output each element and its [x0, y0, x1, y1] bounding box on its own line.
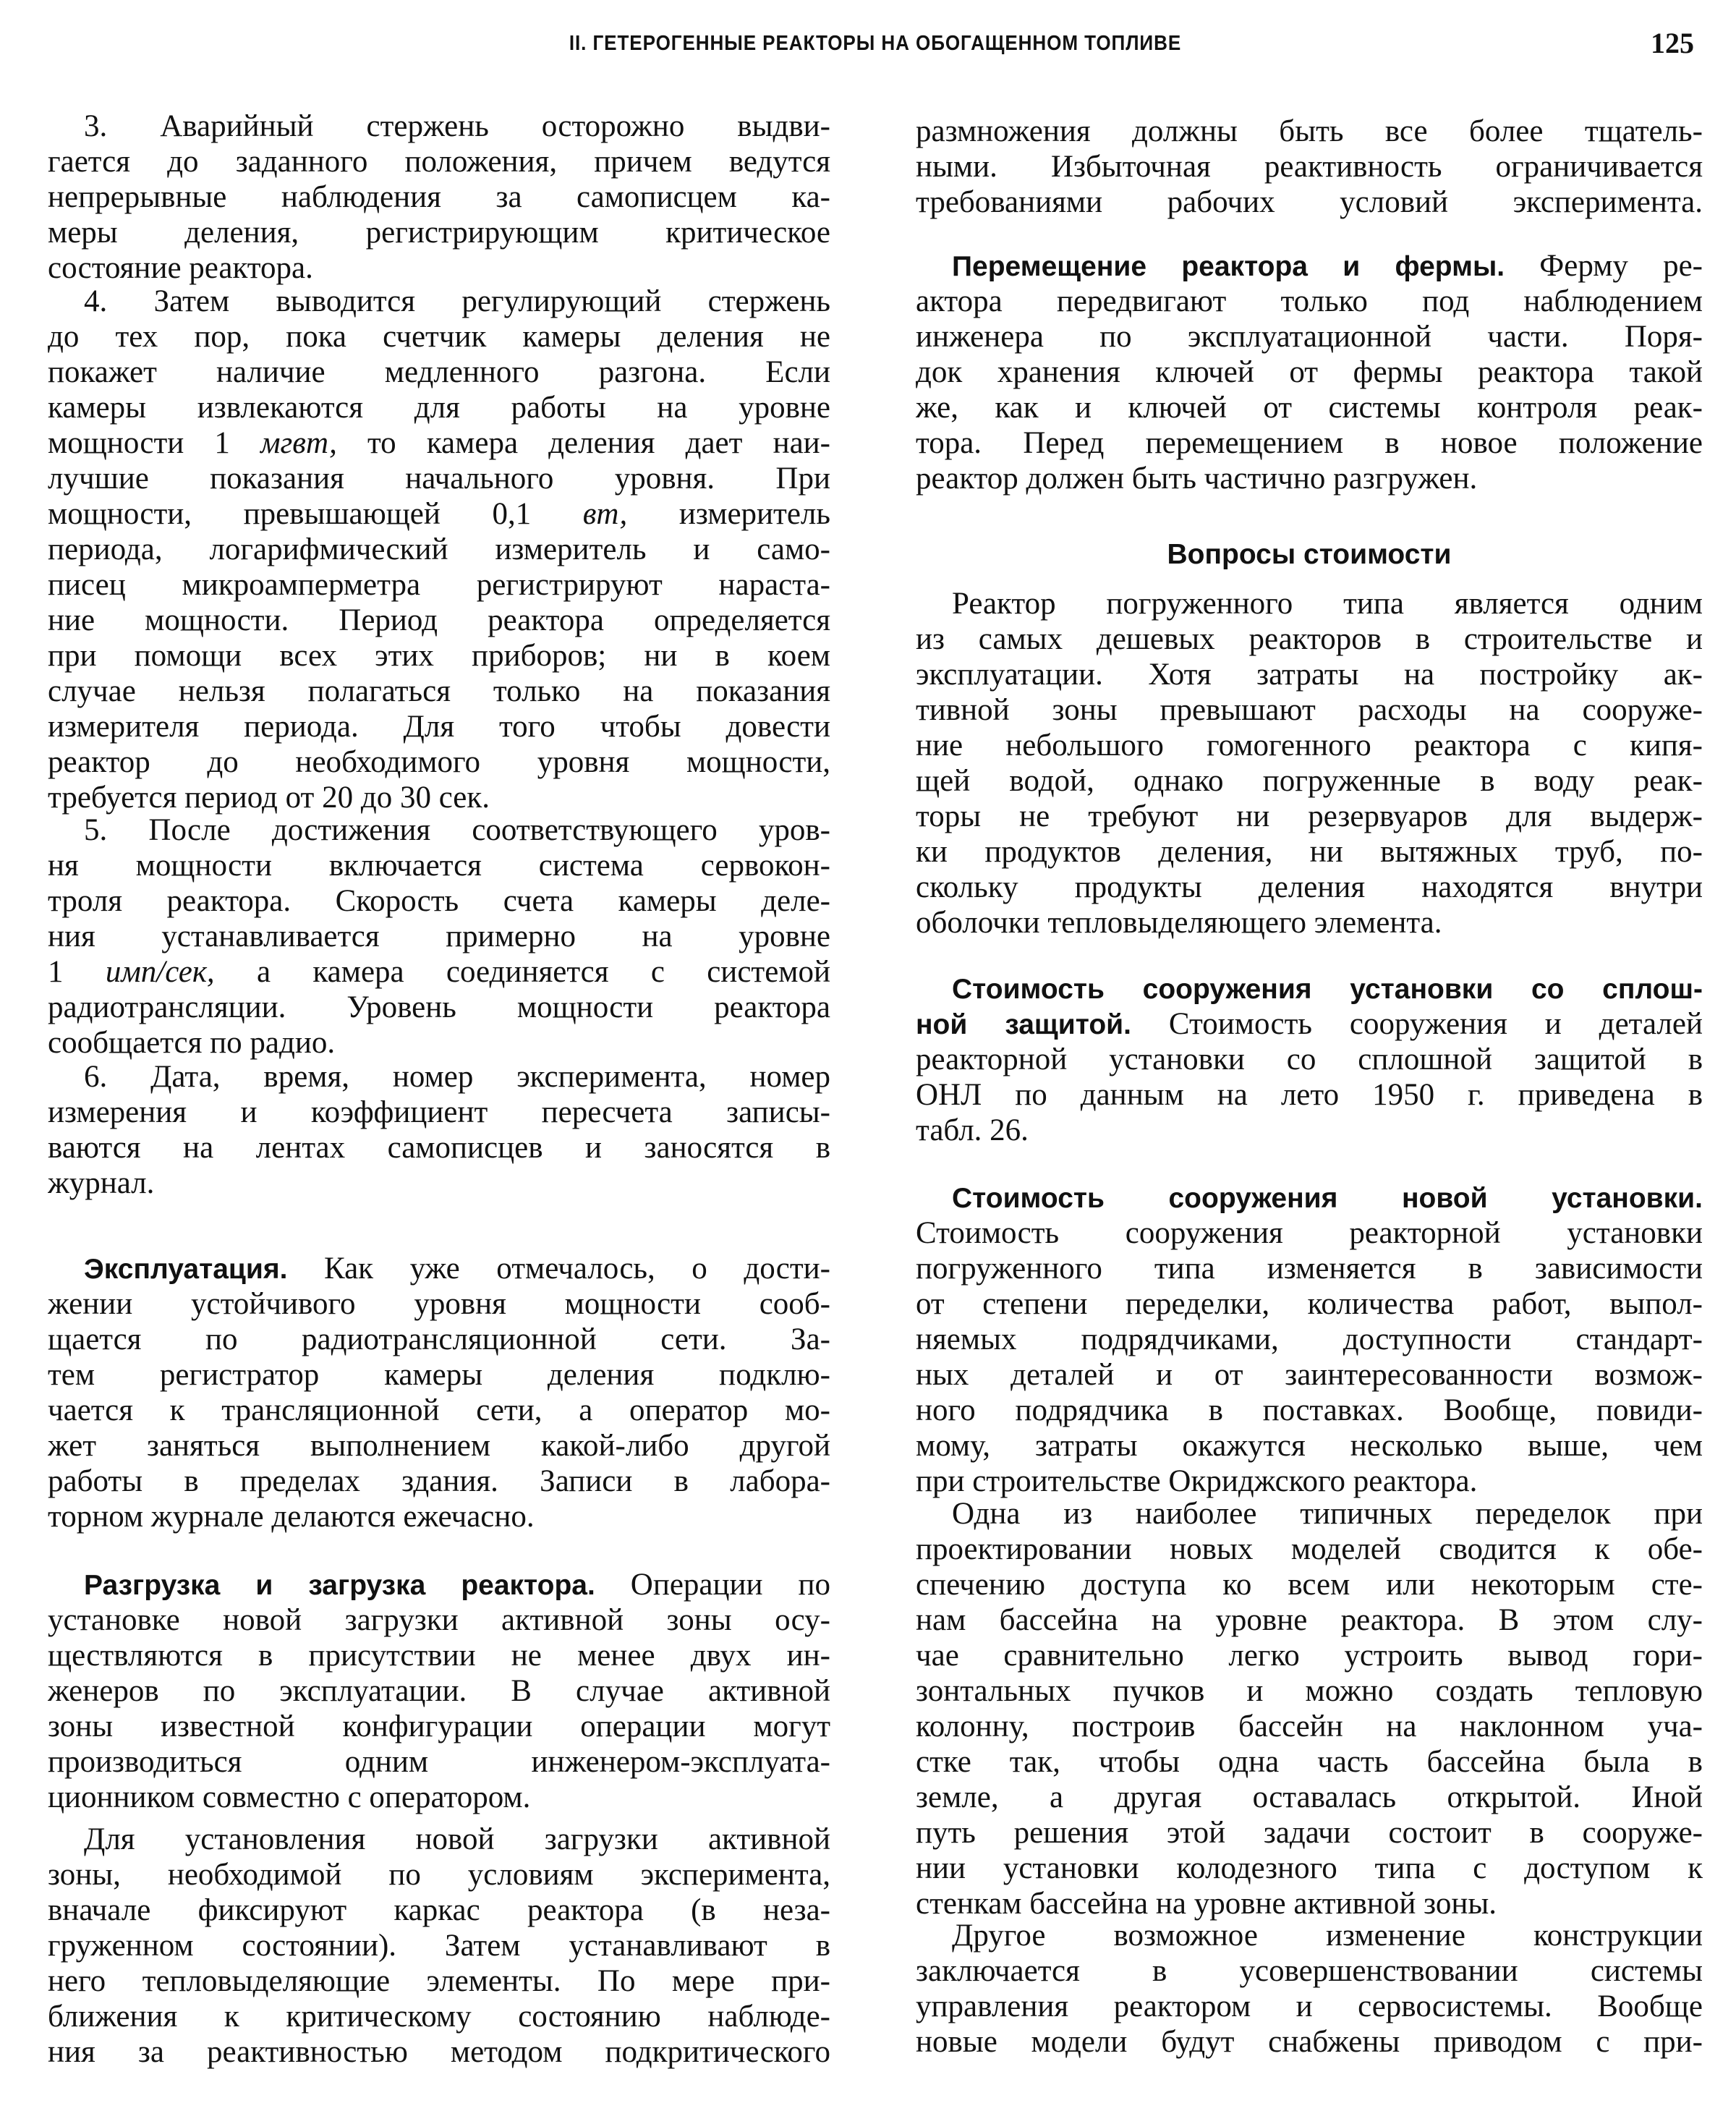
- text-run: мощности 1: [48, 426, 261, 460]
- text-line: измерителя периода. Для того чтобы довести: [48, 710, 830, 744]
- text-line: состояние реактора.: [48, 251, 313, 285]
- text-line: Реактор погруженного типа является одним: [952, 587, 1703, 621]
- text-line: при помощи всех этих приборов; ни в коем: [48, 639, 830, 673]
- text-line: ционником совместно с оператором.: [48, 1780, 531, 1814]
- text-line: реактор до необходимого уровня мощности,: [48, 745, 830, 779]
- right-column-paragraph: [916, 1496, 1703, 1921]
- text-line: оболочки тепловыделяющего элемента.: [916, 906, 1442, 940]
- left-column-paragraph: [48, 812, 830, 1061]
- text-line: [48, 496, 830, 532]
- text-line: торном журнале делаются ежечасно.: [48, 1500, 535, 1534]
- text-line: щей водой, однако погруженные в воду реак-: [916, 764, 1703, 798]
- text-line: ния за реактивностью методом подкритического: [48, 2035, 830, 2069]
- text-line: 6. Дата, время, номер эксперимента, номер: [84, 1060, 830, 1094]
- text-line: стке так, чтобы одна часть бассейна была в: [916, 1745, 1703, 1779]
- text-line: торы не требуют ни резервуаров для выдерж-: [916, 799, 1703, 833]
- text-line: док хранения ключей от фермы реактора такой: [916, 355, 1703, 389]
- text-line: [916, 1180, 1703, 1215]
- text-line: размножения должны быть все более тщатель-: [916, 114, 1703, 148]
- text-line: груженном состоянии). Затем устанавливают в: [48, 1929, 830, 1963]
- text-line: нам бассейна на уровне реактора. В этом слу-: [916, 1603, 1703, 1637]
- text-line: зонтальных пучков и можно создать тепловую: [916, 1674, 1703, 1708]
- text-line: управления реактором и сервосистемы. Вообще: [916, 1989, 1703, 2023]
- text-line: ного подрядчика в поставках. Вообще, повиди-: [916, 1393, 1703, 1427]
- text-run: мощности, превышающей 0,1: [48, 497, 583, 531]
- run-in-heading: ной защитой.: [916, 1009, 1131, 1040]
- text-line: [48, 954, 830, 990]
- text-line: сообщается по радио.: [48, 1026, 336, 1060]
- run-in-heading: Стоимость сооружения новой установки.: [952, 1183, 1703, 1214]
- text-run: Как уже отмечалось, о дости-: [287, 1252, 830, 1286]
- left-column-paragraph: [48, 1567, 830, 1815]
- text-run: то камера деления дает наи-: [336, 426, 830, 460]
- text-line: гается до заданного положения, причем ведутся: [48, 145, 830, 179]
- text-line: [916, 971, 1703, 1006]
- unit-italic: имп/сек,: [105, 955, 215, 989]
- text-line: 3. Аварийный стержень осторожно выдви-: [84, 109, 830, 143]
- text-line: требованиями рабочих условий эксперимента.: [916, 185, 1703, 219]
- text-line: проектировании новых моделей сводится к обе-: [916, 1532, 1703, 1566]
- text-line: зоны известной конфигурации операции могут: [48, 1709, 830, 1743]
- text-line: эксплуатации. Хотя затраты на постройку ак-: [916, 658, 1703, 692]
- text-line: работы в пределах здания. Записи в лабора-: [48, 1464, 830, 1498]
- text-line: жет заняться выполнением какой-либо другой: [48, 1429, 830, 1463]
- text-line: [48, 425, 830, 461]
- text-line: камеры извлекаются для работы на уровне: [48, 391, 830, 425]
- text-line: мому, затраты окажутся несколько выше, чем: [916, 1429, 1703, 1463]
- right-column-paragraph: [916, 1918, 1703, 2060]
- text-line: щается по радиотрансляционной сети. За-: [48, 1322, 830, 1356]
- unit-italic: мгвт,: [260, 426, 337, 460]
- text-run: измеритель: [627, 497, 830, 531]
- unit-italic: вт,: [582, 497, 628, 531]
- text-line: жении устойчивого уровня мощности сооб-: [48, 1287, 830, 1321]
- section-heading: Вопросы стоимости: [1167, 539, 1452, 570]
- left-column-paragraph: [48, 1251, 830, 1534]
- text-line: радиотрансляции. Уровень мощности реактора: [48, 990, 830, 1024]
- left-column-paragraph: [48, 1822, 830, 2070]
- text-line: ОНЛ по данным на лето 1950 г. приведена в: [916, 1078, 1703, 1112]
- right-column-paragraph: [916, 586, 1703, 940]
- text-line: ня мощности включается система сервокон-: [48, 849, 830, 883]
- text-line: нии установки колодезного типа с доступом к: [916, 1851, 1703, 1885]
- text-line: случае нельзя полагаться только на показания: [48, 674, 830, 708]
- text-line: табл. 26.: [916, 1113, 1029, 1147]
- page-number: 125: [1651, 27, 1694, 59]
- text-line: при строительстве Окриджского реактора.: [916, 1464, 1478, 1498]
- text-line: путь решения этой задачи состоит в сооруже-: [916, 1816, 1703, 1850]
- text-line: Другое возможное изменение конструкции: [952, 1919, 1703, 1953]
- text-line: покажет наличие медленного разгона. Если: [48, 355, 830, 389]
- text-line: скольку продукты деления находятся внутри: [916, 870, 1703, 904]
- text-line: 4. Затем выводится регулирующий стержень: [84, 284, 830, 318]
- text-line: женеров по эксплуатации. В случае активной: [48, 1674, 830, 1708]
- text-line: Стоимость сооружения реакторной установки: [916, 1216, 1703, 1250]
- text-line: периода, логарифмический измеритель и само-: [48, 532, 830, 566]
- text-line: до тех пор, пока счетчик камеры деления не: [48, 320, 830, 354]
- left-column-paragraph: [48, 1059, 830, 1201]
- right-column-paragraph: [916, 248, 1703, 496]
- text-line: троля реактора. Скорость счета камеры деле-: [48, 884, 830, 918]
- text-line: тем регистратор камеры деления подклю-: [48, 1358, 830, 1392]
- text-line: ных деталей и от заинтересованности возмож-: [916, 1358, 1703, 1392]
- text-line: от степени переделки, количества работ, выпол-: [916, 1287, 1703, 1321]
- text-line: требуется период от 20 до 30 сек.: [48, 781, 490, 815]
- text-line: [48, 1567, 830, 1602]
- text-run: Операции по: [595, 1568, 830, 1602]
- text-line: чае сравнительно легко устроить вывод гори-: [916, 1639, 1703, 1673]
- text-line: писец микроамперметра регистрируют нараста-: [48, 568, 830, 602]
- text-line: него тепловыделяющие элементы. По мере при-: [48, 1964, 830, 1998]
- text-line: ными. Избыточная реактивность ограничивается: [916, 150, 1703, 184]
- text-line: земле, а другая оставалась открытой. Иной: [916, 1780, 1703, 1814]
- text-line: зоны, необходимой по условиям эксперимента,: [48, 1858, 830, 1892]
- text-line: измерения и коэффициент пересчета записы-: [48, 1095, 830, 1129]
- text-line: реактор должен быть частично разгружен.: [916, 462, 1478, 496]
- text-line: [48, 1251, 830, 1286]
- text-line: 5. После достижения соответствующего уров-: [84, 813, 830, 847]
- run-in-heading: Перемещение реактора и фермы.: [952, 251, 1505, 282]
- running-header: II. ГЕТЕРОГЕННЫЕ РЕАКТОРЫ НА ОБОГАЩЕННОМ ТОПЛИВЕ: [569, 32, 1182, 55]
- text-line: спечению доступа ко всем или некоторым сте-: [916, 1568, 1703, 1602]
- text-line: инженера по эксплуатационной части. Поря-: [916, 320, 1703, 354]
- text-run: Стоимость сооружения и деталей: [1131, 1007, 1703, 1041]
- left-column-paragraph: [48, 284, 830, 815]
- text-line: вначале фиксируют каркас реактора (в неза-: [48, 1893, 830, 1927]
- run-in-heading: Эксплуатация.: [84, 1254, 288, 1285]
- text-line: Для установления новой загрузки активной: [84, 1822, 830, 1856]
- text-line: лучшие показания начального уровня. При: [48, 462, 830, 496]
- text-line: журнал.: [48, 1166, 155, 1200]
- text-line: ближения к критическому состоянию наблюде-: [48, 2000, 830, 2034]
- text-line: тора. Перед перемещением в новое положение: [916, 426, 1703, 460]
- text-line: погруженного типа изменяется в зависимости: [916, 1252, 1703, 1286]
- text-line: ние мощности. Период реактора определяется: [48, 603, 830, 637]
- text-line: установке новой загрузки активной зоны осу-: [48, 1603, 830, 1637]
- text-line: непрерывные наблюдения за самописцем ка-: [48, 180, 830, 214]
- text-line: чается к трансляционной сети, а оператор мо-: [48, 1393, 830, 1427]
- text-line: производиться одним инженером-эксплуата-: [48, 1745, 830, 1779]
- text-line: Одна из наиболее типичных переделок при: [952, 1497, 1703, 1531]
- text-line: ния устанавливается примерно на уровне: [48, 919, 830, 953]
- text-run: 1: [48, 955, 106, 989]
- run-in-heading: Разгрузка и загрузка реактора.: [84, 1570, 595, 1601]
- text-line: ние небольшого гомогенного реактора с кипя-: [916, 728, 1703, 762]
- text-run: а камера соединяется с системой: [214, 955, 830, 989]
- text-line: же, как и ключей от системы контроля реак-: [916, 391, 1703, 425]
- text-line: ваются на лентах самописцев и заносятся в: [48, 1131, 830, 1165]
- text-line: тивной зоны превышают расходы на сооруже-: [916, 693, 1703, 727]
- text-line: заключается в усовершенствовании системы: [916, 1954, 1703, 1988]
- text-line: стенкам бассейна на уровне активной зоны.: [916, 1887, 1497, 1921]
- text-line: [916, 248, 1703, 284]
- text-line: колонну, построив бассейн на наклонном уча-: [916, 1709, 1703, 1743]
- text-line: ществляются в присутствии не менее двух ин-: [48, 1639, 830, 1673]
- right-column-paragraph: [916, 971, 1703, 1148]
- run-in-heading: Стоимость сооружения установки со сплош-: [952, 974, 1703, 1005]
- text-line: ки продуктов деления, ни вытяжных труб, по-: [916, 835, 1703, 869]
- text-line: актора передвигают только под наблюдением: [916, 284, 1703, 318]
- left-column-paragraph: [48, 109, 830, 286]
- text-line: из самых дешевых реакторов в строительстве и: [916, 622, 1703, 656]
- text-line: новые модели будут снабжены приводом с при-: [916, 2025, 1703, 2059]
- text-line: реакторной установки со сплошной защитой в: [916, 1042, 1703, 1076]
- text-line: [916, 1006, 1703, 1042]
- text-run: Ферму ре-: [1505, 249, 1703, 283]
- text-line: меры деления, регистрирующим критическое: [48, 216, 830, 250]
- right-column-paragraph: [916, 114, 1703, 220]
- text-line: няемых подрядчиками, доступности стандарт-: [916, 1322, 1703, 1356]
- right-column-paragraph: [916, 1180, 1703, 1499]
